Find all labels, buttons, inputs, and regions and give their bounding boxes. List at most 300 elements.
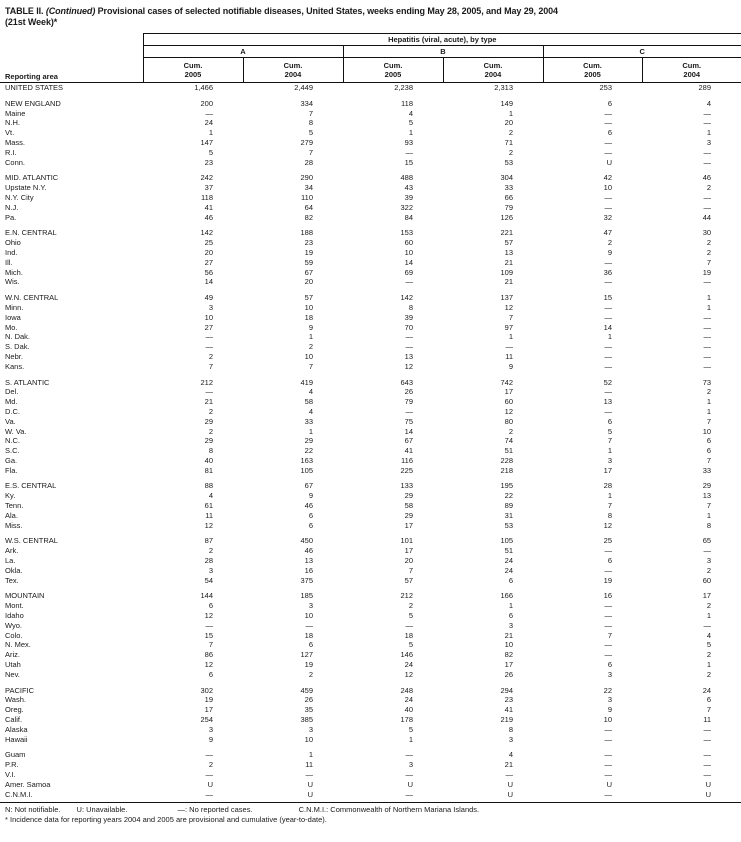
- value-cell: 2: [706, 601, 712, 611]
- value-cell: 60: [404, 238, 413, 248]
- value-cell: 33: [702, 465, 712, 475]
- value-cell: 73: [702, 377, 712, 387]
- value-cell: 163: [300, 455, 313, 465]
- value-cell: 2: [706, 650, 712, 660]
- value-cell: 195: [500, 481, 513, 491]
- value-cell: 14: [603, 322, 612, 332]
- value-cell: 7: [308, 108, 313, 118]
- value-cell: 12: [603, 520, 612, 530]
- table-row: [0, 238, 741, 248]
- reporting-area-cell: Tenn.: [5, 501, 24, 511]
- value-cell: —: [505, 342, 513, 352]
- value-cell: 2: [408, 601, 413, 611]
- value-cell: —: [604, 202, 612, 212]
- value-cell: 19: [304, 247, 313, 257]
- notifiable-diseases-table: [0, 33, 741, 799]
- reporting-area-cell: Oreg.: [5, 705, 24, 715]
- value-cell: 2: [706, 183, 712, 193]
- table-row: [0, 148, 741, 158]
- table-row: [0, 417, 741, 427]
- footnote-no-reported-cases: —: No reported cases.: [177, 805, 253, 815]
- table-row: [0, 546, 741, 556]
- reporting-area-cell: Pa.: [5, 212, 17, 222]
- value-cell: 86: [204, 650, 213, 660]
- value-cell: 24: [204, 118, 213, 128]
- value-cell: 1: [706, 510, 712, 520]
- table-row: [0, 631, 741, 641]
- value-cell: 46: [702, 173, 712, 183]
- value-cell: —: [703, 760, 712, 770]
- value-cell: 334: [300, 98, 313, 108]
- value-cell: 2: [706, 565, 712, 575]
- table-row: [0, 456, 741, 466]
- value-cell: 6: [508, 575, 513, 585]
- value-cell: U: [705, 779, 712, 789]
- type-header-a: A: [143, 46, 343, 58]
- value-cell: 14: [404, 426, 413, 436]
- value-cell: 142: [200, 228, 213, 238]
- value-cell: 33: [504, 183, 513, 193]
- value-cell: 97: [504, 322, 513, 332]
- reporting-area-cell: Ark.: [5, 546, 19, 556]
- value-cell: —: [703, 202, 712, 212]
- table-row: [0, 228, 741, 238]
- reporting-area-cell: Vt.: [5, 128, 15, 138]
- value-cell: 10: [603, 183, 612, 193]
- value-cell: 1: [706, 660, 712, 670]
- table-row: [0, 203, 741, 213]
- value-cell: 166: [500, 591, 513, 601]
- value-cell: 10: [304, 302, 313, 312]
- value-cell: 19: [702, 267, 712, 277]
- table-row: [0, 99, 741, 109]
- value-cell: U: [606, 157, 612, 167]
- value-cell: U: [507, 789, 513, 799]
- value-cell: 253: [599, 83, 612, 92]
- table-title-continued: (Continued): [45, 6, 96, 16]
- value-cell: 212: [200, 377, 213, 387]
- footnote-incidence-note: * Incidence data for reporting years 2004 and 2005 are provisional and cumulative (year-to-date).: [5, 815, 327, 825]
- value-cell: 221: [500, 228, 513, 238]
- value-cell: 1: [508, 601, 513, 611]
- table-title-prefix: TABLE II.: [5, 6, 46, 16]
- value-cell: 20: [504, 118, 513, 128]
- value-cell: 8: [208, 446, 213, 456]
- reporting-area-cell: N. Dak.: [5, 332, 31, 342]
- value-cell: 19: [603, 575, 612, 585]
- table-row: [0, 780, 741, 790]
- reporting-area-cell: Fla.: [5, 465, 18, 475]
- value-cell: 10: [603, 715, 612, 725]
- reporting-area-cell: Ga.: [5, 455, 18, 465]
- value-cell: 13: [702, 491, 712, 501]
- value-cell: 9: [508, 361, 513, 371]
- value-cell: 3: [607, 455, 612, 465]
- value-cell: 67: [304, 481, 313, 491]
- value-cell: 6: [607, 128, 612, 138]
- table-row: [0, 128, 741, 138]
- table-row: [0, 213, 741, 223]
- table-row: [0, 293, 741, 303]
- value-cell: 116: [401, 455, 413, 465]
- type-header-b: B: [343, 46, 543, 58]
- value-cell: 322: [400, 202, 413, 212]
- value-cell: 57: [304, 293, 313, 303]
- value-cell: 66: [504, 192, 513, 202]
- value-cell: 3: [607, 669, 612, 679]
- table-row: [0, 352, 741, 362]
- value-cell: 218: [500, 465, 513, 475]
- value-cell: 75: [404, 416, 413, 426]
- value-cell: 6: [308, 640, 313, 650]
- value-cell: —: [604, 601, 612, 611]
- reporting-area-cell: Wis.: [5, 277, 20, 287]
- reporting-area-cell: Ariz.: [5, 650, 20, 660]
- value-cell: 6: [208, 601, 213, 611]
- value-cell: 46: [304, 546, 313, 556]
- value-cell: 13: [404, 351, 413, 361]
- value-cell: 29: [404, 491, 413, 501]
- value-cell: 9: [208, 734, 213, 744]
- value-cell: 2: [706, 387, 712, 397]
- value-cell: 17: [404, 546, 413, 556]
- value-cell: —: [405, 332, 413, 342]
- value-cell: 4: [706, 98, 712, 108]
- table-row: [0, 640, 741, 650]
- value-cell: 14: [204, 277, 213, 287]
- value-cell: 57: [504, 238, 513, 248]
- reporting-area-cell: N.J.: [5, 202, 19, 212]
- value-cell: 47: [603, 228, 612, 238]
- value-cell: 13: [504, 247, 513, 257]
- value-cell: —: [703, 734, 712, 744]
- value-cell: —: [703, 277, 712, 287]
- value-cell: 58: [304, 397, 313, 407]
- value-cell: 10: [504, 640, 513, 650]
- value-cell: 52: [603, 377, 612, 387]
- value-cell: 144: [200, 591, 213, 601]
- reporting-area-cell: V.I.: [5, 770, 16, 779]
- value-cell: 4: [408, 108, 413, 118]
- value-cell: 39: [404, 312, 413, 322]
- value-cell: —: [205, 108, 213, 118]
- table-row: [0, 735, 741, 745]
- reporting-area-cell: Md.: [5, 397, 18, 407]
- value-cell: 60: [702, 575, 712, 585]
- value-cell: 7: [308, 147, 313, 157]
- value-cell: —: [604, 351, 612, 361]
- value-cell: 17: [404, 520, 413, 530]
- reporting-area-cell: N.C.: [5, 436, 20, 446]
- value-cell: 7: [706, 416, 712, 426]
- value-cell: —: [405, 406, 413, 416]
- value-cell: 11: [205, 510, 213, 520]
- value-cell: —: [405, 277, 413, 287]
- value-cell: 105: [500, 536, 513, 546]
- reporting-area-cell: S. Dak.: [5, 342, 30, 352]
- value-cell: 65: [702, 536, 712, 546]
- reporting-area-cell: N. Mex.: [5, 640, 31, 650]
- table-row: [0, 621, 741, 631]
- value-cell: 5: [706, 640, 712, 650]
- value-cell: 3: [508, 620, 513, 630]
- value-cell: 4: [208, 491, 213, 501]
- value-cell: —: [604, 546, 612, 556]
- table-row: [0, 268, 741, 278]
- cum-column-header-6: Cum. 2004: [642, 58, 741, 83]
- value-cell: —: [604, 118, 612, 128]
- value-cell: 67: [304, 267, 313, 277]
- footnote-unavailable: U: Unavailable.: [76, 805, 128, 815]
- reporting-area-cell: Hawaii: [5, 734, 28, 744]
- value-cell: —: [604, 147, 612, 157]
- reporting-area-cell: Ill.: [5, 257, 13, 267]
- value-cell: —: [405, 750, 413, 760]
- value-cell: —: [305, 620, 313, 630]
- footnote-legend: [5, 805, 741, 815]
- reporting-area-cell: N.Y. City: [5, 192, 34, 202]
- value-cell: 5: [607, 426, 612, 436]
- reporting-area-header: Reporting area: [0, 58, 143, 83]
- value-cell: 21: [504, 277, 513, 287]
- reporting-area-cell: Amer. Samoa: [5, 779, 51, 789]
- value-cell: 12: [504, 302, 513, 312]
- value-cell: 79: [404, 397, 413, 407]
- table-row: [0, 770, 741, 780]
- value-cell: —: [604, 137, 612, 147]
- value-cell: 15: [603, 293, 612, 303]
- value-cell: 188: [300, 228, 313, 238]
- value-cell: 419: [300, 377, 313, 387]
- table-title-week: (21st Week)*: [5, 17, 58, 27]
- value-cell: 6: [508, 611, 513, 621]
- value-cell: —: [405, 147, 413, 157]
- value-cell: 10: [702, 426, 712, 436]
- reporting-area-cell: Upstate N.Y.: [5, 183, 47, 193]
- value-cell: 18: [304, 312, 313, 322]
- value-cell: 25: [603, 536, 612, 546]
- value-cell: 1: [706, 611, 712, 621]
- value-cell: 242: [200, 173, 213, 183]
- reporting-area-cell: Va.: [5, 416, 16, 426]
- reporting-area-cell: D.C.: [5, 406, 20, 416]
- value-cell: 17: [603, 465, 612, 475]
- value-cell: 20: [404, 556, 413, 566]
- value-cell: U: [507, 779, 513, 789]
- table-row: [0, 323, 741, 333]
- value-cell: 10: [204, 312, 213, 322]
- reporting-area-cell: Nebr.: [5, 351, 23, 361]
- table-row: [0, 258, 741, 268]
- value-cell: 51: [504, 546, 513, 556]
- value-cell: 9: [308, 322, 313, 332]
- value-cell: 82: [304, 212, 313, 222]
- value-cell: 126: [500, 212, 513, 222]
- reporting-area-cell: UNITED STATES: [5, 83, 64, 92]
- table-row: [0, 118, 741, 128]
- value-cell: —: [604, 108, 612, 118]
- value-cell: 450: [300, 536, 313, 546]
- value-cell: 7: [208, 640, 213, 650]
- value-cell: —: [604, 724, 612, 734]
- value-cell: 6: [607, 660, 612, 670]
- reporting-area-cell: Utah: [5, 660, 21, 670]
- footnote-not-notifiable: N: Not notifiable.: [5, 805, 61, 815]
- value-cell: 1: [408, 734, 413, 744]
- value-cell: 4: [308, 406, 313, 416]
- value-cell: —: [604, 750, 612, 760]
- value-cell: 2: [208, 351, 213, 361]
- value-cell: 80: [504, 416, 513, 426]
- value-cell: —: [604, 387, 612, 397]
- value-cell: 12: [204, 520, 213, 530]
- reporting-area-cell: Tex.: [5, 575, 19, 585]
- table-title-rest: Provisional cases of selected notifiable diseases, United States, weeks ending May 28, 2005, and May 29, 2004: [95, 6, 558, 16]
- value-cell: 64: [304, 202, 313, 212]
- value-cell: 44: [702, 212, 712, 222]
- value-cell: —: [703, 620, 712, 630]
- reporting-area-cell: Del.: [5, 387, 19, 397]
- table-row: [0, 705, 741, 715]
- value-cell: 40: [204, 455, 213, 465]
- value-cell: 225: [400, 465, 413, 475]
- value-cell: 19: [304, 660, 313, 670]
- table-row: [0, 686, 741, 696]
- value-cell: 1: [706, 293, 712, 303]
- value-cell: 34: [304, 183, 313, 193]
- reporting-area-cell: MID. ATLANTIC: [5, 173, 59, 183]
- value-cell: 29: [204, 436, 213, 446]
- value-cell: 2: [208, 406, 213, 416]
- value-cell: 53: [504, 157, 513, 167]
- value-cell: 26: [304, 695, 313, 705]
- value-cell: 2: [508, 128, 513, 138]
- value-cell: 89: [504, 501, 513, 511]
- value-cell: 3: [706, 137, 712, 147]
- value-cell: 41: [204, 202, 213, 212]
- value-cell: 248: [400, 685, 413, 695]
- value-cell: 42: [603, 173, 612, 183]
- value-cell: 43: [404, 183, 413, 193]
- table-row: [0, 790, 741, 800]
- reporting-area-cell: Ind.: [5, 247, 18, 257]
- value-cell: 488: [400, 173, 413, 183]
- value-cell: 17: [504, 387, 513, 397]
- value-cell: 2: [706, 247, 712, 257]
- value-cell: 3: [208, 724, 213, 734]
- reporting-area-cell: Mich.: [5, 267, 23, 277]
- value-cell: —: [604, 257, 612, 267]
- reporting-area-cell: La.: [5, 556, 16, 566]
- value-cell: 109: [500, 267, 513, 277]
- value-cell: 200: [200, 98, 213, 108]
- value-cell: 110: [301, 192, 313, 202]
- reporting-area-cell: NEW ENGLAND: [5, 98, 61, 108]
- table-row: [0, 481, 741, 491]
- reporting-area-cell: E.S. CENTRAL: [5, 481, 57, 491]
- value-cell: 212: [400, 591, 413, 601]
- value-cell: —: [703, 361, 712, 371]
- value-cell: 1: [508, 332, 513, 342]
- reporting-area-cell: Wyo.: [5, 620, 23, 630]
- value-cell: 101: [400, 536, 413, 546]
- value-cell: 7: [408, 565, 413, 575]
- value-cell: 7: [706, 705, 712, 715]
- value-cell: —: [405, 342, 413, 352]
- value-cell: 8: [607, 510, 612, 520]
- table-row: [0, 601, 741, 611]
- value-cell: 26: [504, 669, 513, 679]
- value-cell: 302: [200, 685, 213, 695]
- value-cell: 28: [603, 481, 612, 491]
- table-row: [0, 576, 741, 586]
- value-cell: 133: [400, 481, 413, 491]
- value-cell: 1: [508, 108, 513, 118]
- value-cell: —: [604, 406, 612, 416]
- value-cell: 12: [404, 669, 413, 679]
- value-cell: —: [205, 750, 213, 760]
- value-cell: 88: [204, 481, 213, 491]
- value-cell: —: [604, 640, 612, 650]
- value-cell: —: [405, 789, 413, 799]
- table-row: [0, 521, 741, 531]
- value-cell: 60: [504, 397, 513, 407]
- table-row: [0, 138, 741, 148]
- reporting-area-cell: W.N. CENTRAL: [5, 293, 59, 303]
- table-body: [0, 83, 741, 800]
- cum-column-header-1: Cum. 2005: [143, 58, 243, 83]
- reporting-area-cell: Conn.: [5, 157, 26, 167]
- value-cell: 9: [607, 705, 612, 715]
- value-cell: —: [604, 192, 612, 202]
- value-cell: 2: [208, 760, 213, 770]
- value-cell: 12: [404, 361, 413, 371]
- value-cell: 11: [703, 715, 712, 725]
- cum-column-header-2: Cum. 2004: [243, 58, 343, 83]
- value-cell: 24: [404, 660, 413, 670]
- value-cell: 2: [308, 342, 313, 352]
- table-header: [0, 34, 741, 83]
- value-cell: —: [205, 332, 213, 342]
- value-cell: 71: [504, 137, 513, 147]
- value-cell: —: [604, 312, 612, 322]
- value-cell: 3: [208, 302, 213, 312]
- value-cell: 37: [204, 183, 213, 193]
- value-cell: 3: [706, 556, 712, 566]
- value-cell: 6: [308, 520, 313, 530]
- value-cell: 15: [404, 157, 413, 167]
- reporting-area-cell: Wash.: [5, 695, 26, 705]
- value-cell: 5: [408, 724, 413, 734]
- value-cell: 219: [500, 715, 513, 725]
- value-cell: 6: [607, 98, 612, 108]
- value-cell: 15: [204, 630, 213, 640]
- value-cell: 9: [607, 247, 612, 257]
- table-row: [0, 378, 741, 388]
- value-cell: 290: [300, 173, 313, 183]
- table-row: [0, 715, 741, 725]
- value-cell: —: [604, 565, 612, 575]
- table-row: [0, 248, 741, 258]
- value-cell: U: [307, 779, 313, 789]
- value-cell: 20: [204, 247, 213, 257]
- cum-column-header-4: Cum. 2004: [443, 58, 543, 83]
- table-row: [0, 303, 741, 313]
- value-cell: 22: [603, 685, 612, 695]
- value-cell: 6: [607, 556, 612, 566]
- value-cell: 26: [404, 387, 413, 397]
- value-cell: 7: [706, 501, 712, 511]
